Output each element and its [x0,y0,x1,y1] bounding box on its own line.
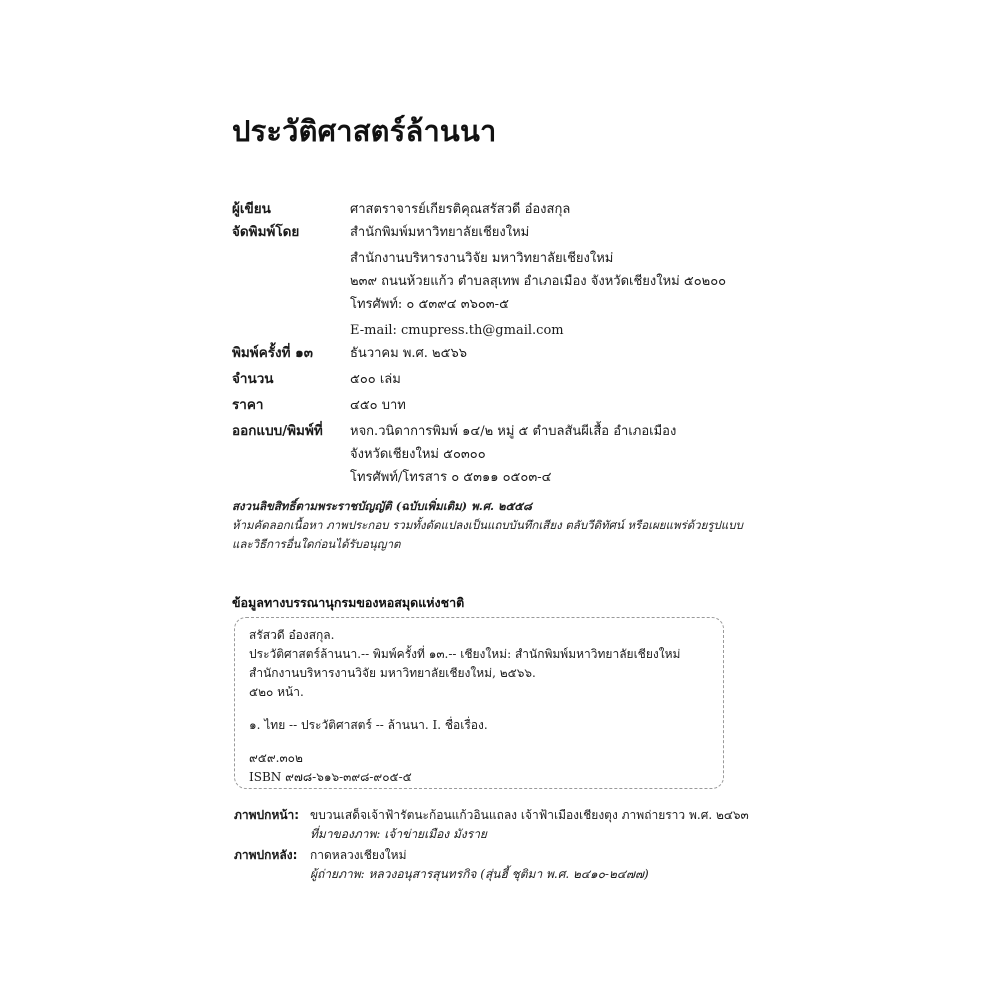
info-value: ๒๓๙ ถนนห้วยแก้ว ตำบลสุเทพ อำเภอเมือง จังหวัดเชียงใหม่ ๕๐๒๐๐ [350,274,727,289]
photo-caption: กาดหลวงเชียงใหม่ [310,848,407,862]
photo-caption: ขบวนเสด็จเจ้าฟ้ารัตนะก้อนแก้วอินแถลง เจ้าฟ้าเมืองเชียงตุง ภาพถ่ายราว พ.ศ. ๒๔๖๓ [310,808,749,822]
info-value: สำนักงานบริหารงานวิจัย มหาวิทยาลัยเชียงใหม่ [350,251,614,266]
info-value: E-mail: cmupress.th@gmail.com [350,323,564,338]
back-cover-credit [234,846,794,884]
info-row-edition [232,342,792,368]
info-label: ราคา [232,397,264,413]
cip-classification: ๙๕๙.๓๐๒ [249,751,303,765]
cip-record-line: สำนักงานบริหารงานวิจัย มหาวิทยาลัยเชียงใหม่, ๒๕๖๖. [249,666,536,680]
cip-isbn: ISBN ๙๗๘-๖๑๖-๓๙๘-๙๐๕-๕ [249,770,412,784]
info-label: จัดพิมพ์โดย [232,224,300,240]
info-value: ธันวาคม พ.ศ. ๒๕๖๖ [350,346,467,361]
cip-record-line: ๕๒๐ หน้า. [249,685,304,699]
info-value: โทรศัพท์: ๐ ๕๓๙๔ ๓๖๐๓-๕ [350,297,509,312]
photo-source: ที่มาของภาพ: เจ้าข่ายเมือง มังราย [310,827,487,841]
info-value: ๕๐๐ เล่ม [350,372,401,387]
info-value: โทรศัพท์/โทรสาร ๐ ๕๓๑๑ ๐๕๐๓-๔ [350,470,552,485]
copyright-text: และวิธีการอื่นใดก่อนได้รับอนุญาต [232,537,401,551]
info-label: ออกแบบ/พิมพ์ที่ [232,423,323,439]
cip-record-line: ประวัติศาสตร์ล้านนา.-- พิมพ์ครั้งที่ ๑๓.-- เชียงใหม่: สำนักพิมพ์มหาวิทยาลัยเชียงใหม่ [249,647,681,661]
info-row-copies [232,368,792,394]
info-value: ศาสตราจารย์เกียรติคุณสรัสวดี อ๋องสกุล [350,202,571,217]
photo-label: ภาพปกหลัง: [234,848,298,862]
info-row-publisher [232,221,792,342]
cip-heading: ข้อมูลทางบรรณานุกรมของหอสมุดแห่งชาติ [232,595,465,610]
front-cover-credit [234,806,794,844]
info-label: จำนวน [232,371,274,387]
info-label: พิมพ์ครั้งที่ ๑๓ [232,345,313,361]
copyright-text: ห้ามคัดลอกเนื้อหา ภาพประกอบ รวมทั้งดัดแปลงเป็นแถบบันทึกเสียง ตลับวีดิทัศน์ หรือเผยแพร่ด้วยรูปแบบ [232,518,743,532]
photo-credits [234,806,794,886]
info-row-author [232,198,792,221]
info-value: ๔๕๐ บาท [350,398,406,413]
info-value: หจก.วนิดาการพิมพ์ ๑๔/๒ หมู่ ๕ ตำบลสันผีเสื้อ อำเภอเมือง [350,424,677,439]
copyright-heading: สงวนลิขสิทธิ์ตามพระราชบัญญัติ (ฉบับเพิ่มเติม) พ.ศ. ๒๕๕๘ [232,499,532,513]
cip-record-box [234,617,724,789]
photo-source: ผู้ถ่ายภาพ: หลวงอนุสารสุนทรกิจ (สุ่นฮี้ ชุติมา พ.ศ. ๒๔๑๐-๒๔๗๗) [310,867,649,881]
copyright-notice [232,497,752,554]
page-title: ประวัติศาสตร์ล้านนา [232,114,497,148]
info-value: จังหวัดเชียงใหม่ ๕๐๓๐๐ [350,447,486,462]
publication-info [232,198,792,489]
photo-label: ภาพปกหน้า: [234,808,300,822]
info-value: สำนักพิมพ์มหาวิทยาลัยเชียงใหม่ [350,225,530,240]
info-row-printer [232,420,792,489]
cip-author: สรัสวดี อ๋องสกุล. [249,628,335,642]
info-label: ผู้เขียน [232,201,271,217]
info-row-price [232,394,792,420]
cip-subjects: ๑. ไทย -- ประวัติศาสตร์ -- ล้านนา. I. ชื่อเรื่อง. [249,718,488,732]
